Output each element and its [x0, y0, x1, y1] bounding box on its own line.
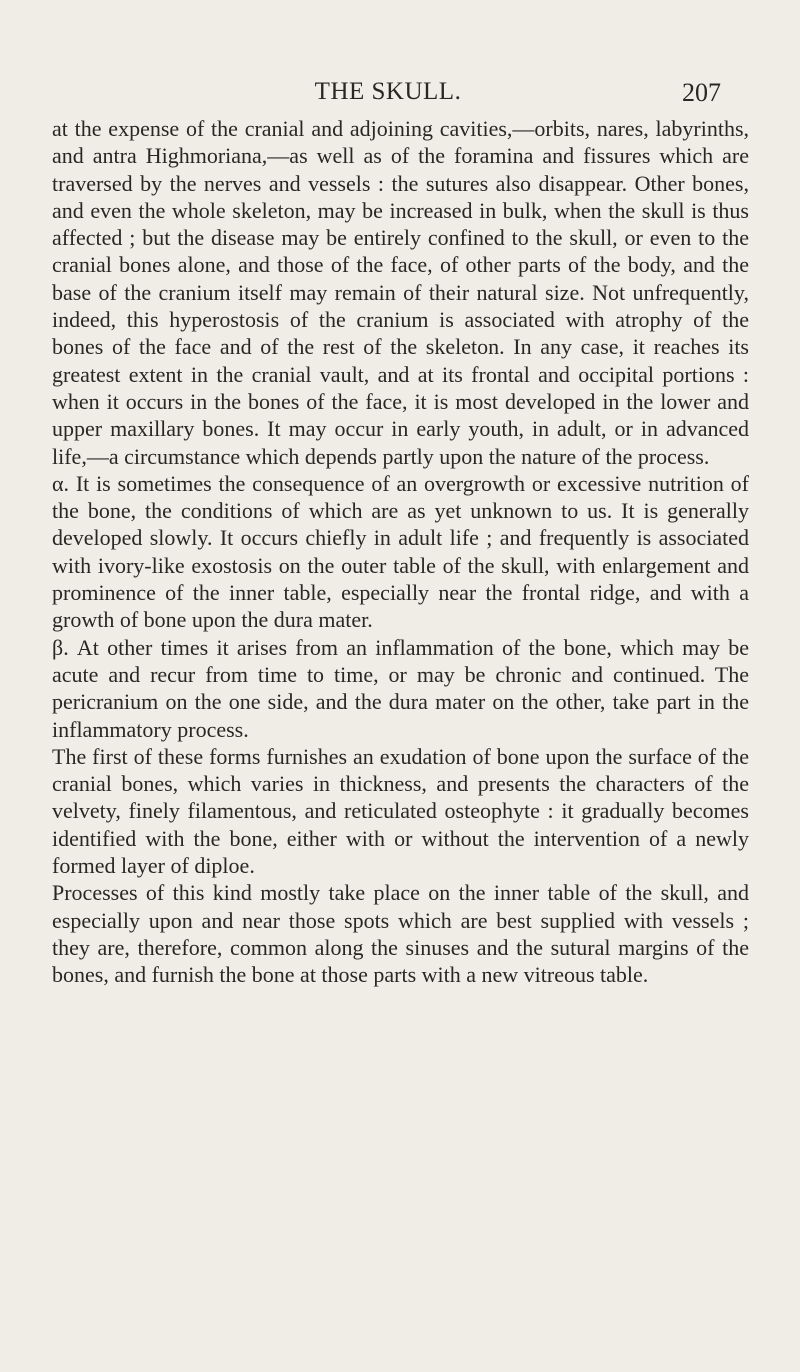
paragraph-alpha: α. It is sometimes the consequence of an overgrowth or excessive nutrition of the bone, the conditions of which are as yet unknown to us. It is generally developed slowly. It occurs chiefly in adult life ; and frequently is associated with ivory-like exostosis on the outer table of the skull, with enlargement and prominence of the inner table, especially near the frontal ridge, and with a growth of bone upon the dura mater.	[52, 470, 749, 633]
running-head	[55, 78, 721, 110]
paragraph-continued: at the expense of the cranial and adjoining cavities,—orbits, nares, labyrinths, and antra Highmoriana,—as well as of the foramina and fissures which are traversed by the nerves and vessels : the sutures also disappear. Other bones, and even the whole skeleton, may be increased in bulk, when the skull is thus affected ; but the disease may be entirely confined to the skull, or even to the cranial bones alone, and those of the face, of other parts of the body, and the base of the cranium itself may remain of their natural size. Not unfrequently, indeed, this hyperostosis of the cranium is associated with atrophy of the bones of the face and of the rest of the skeleton. In any case, it reaches its greatest extent in the cranial vault, and at its frontal and occipital portions : when it occurs in the bones of the face, it is most developed in the lower and upper maxillary bones. It may occur in early youth, in adult, or in advanced life,—a circumstance which depends partly upon the nature of the process.	[52, 116, 749, 469]
paragraph-beta: β. At other times it arises from an inflammation of the bone, which may be acute and recur from time to time, or may be chronic and continued. The pericranium on the one side, and the dura mater on the other, take part in the inflammatory process.	[52, 634, 749, 742]
paragraph-processes: Processes of this kind mostly take place on the inner table of the skull, and especially upon and near those spots which are best supplied with vessels ; they are, therefore, common along the sinuses and the sutural margins of the bones, and furnish the bone at those parts with a new vitreous table.	[52, 880, 749, 988]
body-text	[52, 115, 749, 989]
page-number: 207	[682, 78, 721, 107]
paragraph-first-form: The first of these forms furnishes an exudation of bone upon the surface of the cranial bones, which varies in thickness, and presents the characters of the velvety, finely filamentous, and reticulated osteophyte : it gradually becomes identified with the bone, either with or without the intervention of a newly formed layer of diploe.	[52, 743, 749, 879]
running-title: THE SKULL.	[314, 78, 462, 105]
